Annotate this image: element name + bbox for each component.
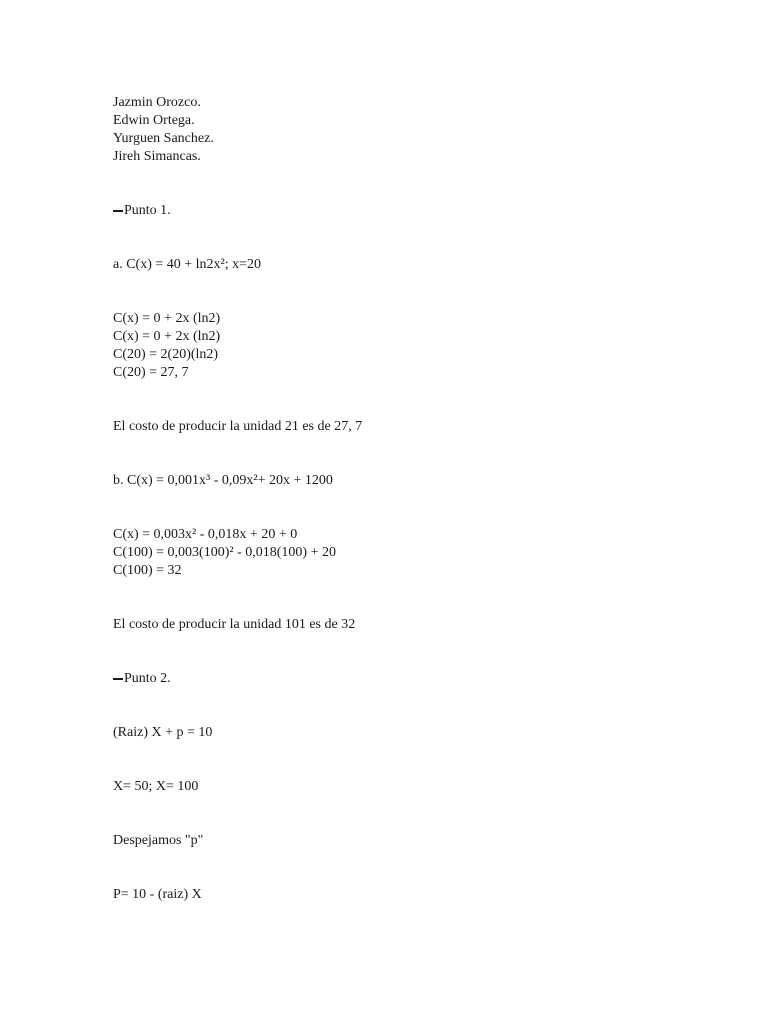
punto2-heading-text: Punto 2. [124, 671, 171, 686]
equation-step: C(x) = 0 + 2x (ln2) [113, 329, 221, 344]
author-name: Jazmin Orozco. [113, 95, 201, 110]
author-list [113, 94, 713, 166]
punto2-equation: (Raiz) X + p = 10 [113, 725, 213, 740]
punto2-instruction: Despejamos "p" [113, 833, 204, 848]
dash-icon [113, 678, 123, 680]
document-page [113, 94, 713, 904]
punto1-a-steps [113, 310, 713, 382]
equation-step: C(100) = 0,003(100)² - 0,018(100) + 20 [113, 545, 336, 560]
punto1-b-statement: b. C(x) = 0,001x³ - 0,09x²+ 20x + 1200 [113, 473, 333, 488]
punto1-b-conclusion: El costo de producir la unidad 101 es de 32 [113, 617, 356, 632]
punto1-b-steps [113, 526, 713, 580]
equation-step: C(20) = 27, 7 [113, 365, 189, 380]
author-name: Edwin Ortega. [113, 113, 195, 128]
equation-step: C(20) = 2(20)(ln2) [113, 347, 219, 362]
author-name: Yurguen Sanchez. [113, 131, 214, 146]
punto1-heading-text: Punto 1. [124, 203, 171, 218]
punto2-heading [113, 670, 713, 688]
equation-step: C(x) = 0 + 2x (ln2) [113, 311, 221, 326]
dash-icon [113, 210, 123, 212]
punto2-values: X= 50; X= 100 [113, 779, 199, 794]
equation-step: C(x) = 0,003x² - 0,018x + 20 + 0 [113, 527, 298, 542]
punto1-a-statement: a. C(x) = 40 + ln2x²; x=20 [113, 257, 262, 272]
punto2-result: P= 10 - (raiz) X [113, 887, 202, 902]
equation-step: C(100) = 32 [113, 563, 182, 578]
punto1-a-conclusion: El costo de producir la unidad 21 es de 27, 7 [113, 419, 363, 434]
author-name: Jireh Simancas. [113, 149, 201, 164]
punto1-heading [113, 202, 713, 220]
